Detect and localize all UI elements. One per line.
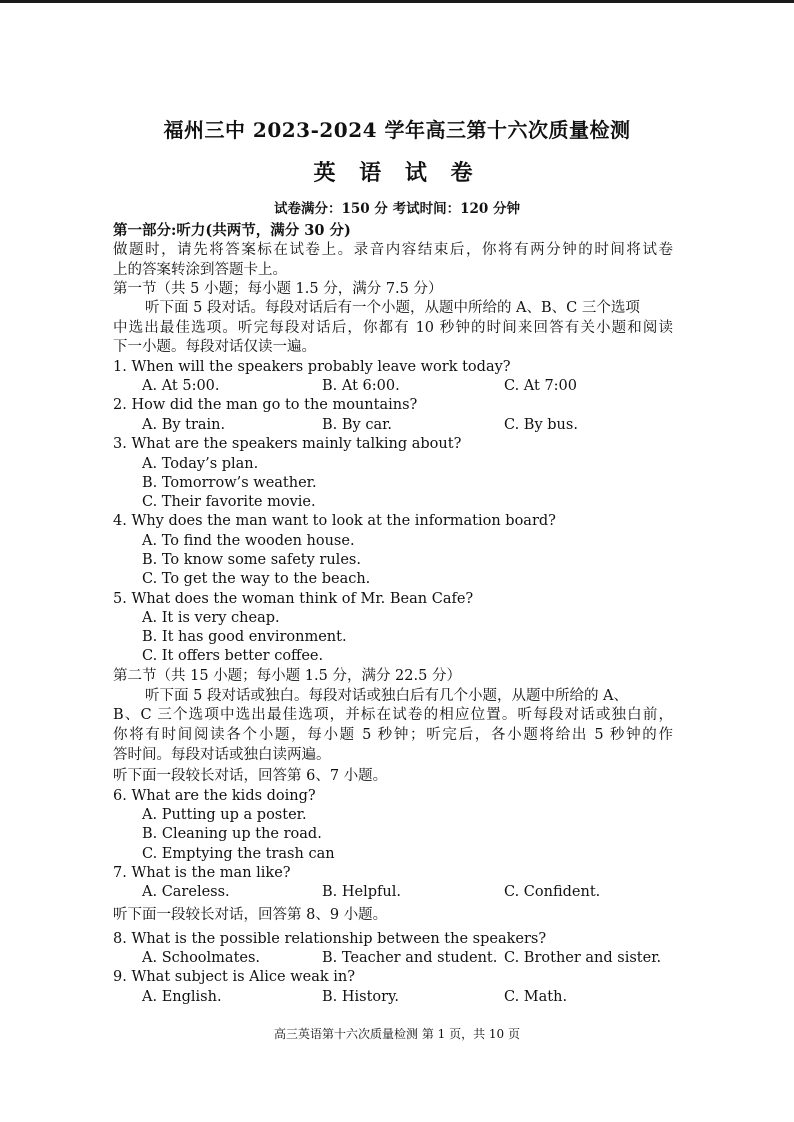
question-3-option-b: B. Tomorrow’s weather. [142, 475, 317, 491]
question-3-option-a: A. Today’s plan. [142, 456, 259, 472]
question-9-option-a: A. English. [142, 989, 222, 1005]
part1-heading: 第一部分:听力(共两节，满分 30 分) [113, 222, 351, 239]
section1-direction-line2: 中选出最佳选项。听完每段对话后，你都有 10 秒钟的时间来回答有关小题和阅读 [113, 320, 673, 336]
question-2-stem: 2. How did the man go to the mountains? [113, 397, 418, 413]
question-8-stem: 8. What is the possible relationship between the speakers? [113, 931, 547, 947]
question-7-stem: 7. What is the man like? [113, 865, 291, 881]
page-footer: 高三英语第十六次质量检测 第 1 页，共 10 页 [274, 1027, 520, 1041]
group-6-7-instruction: 听下面一段较长对话，回答第 6、7 小题。 [113, 768, 388, 784]
question-8-option-b: B. Teacher and student. [322, 950, 498, 966]
question-4-option-b: B. To know some safety rules. [142, 552, 361, 568]
section2-direction-line4: 答时间。每段对话或独白读两遍。 [113, 747, 331, 763]
question-6-option-c: C. Emptying the trash can [142, 846, 335, 862]
question-8-option-a: A. Schoolmates. [142, 950, 261, 966]
exam-subject: 英 语 试 卷 [313, 160, 481, 186]
question-9-option-b: B. History. [322, 989, 399, 1005]
question-1-option-c: C. At 7:00 [504, 378, 578, 394]
section1-heading: 第一节（共 5 小题；每小题 1.5 分，满分 7.5 分） [113, 281, 443, 297]
question-7-option-a: A. Careless. [142, 884, 230, 900]
question-6-option-a: A. Putting up a poster. [142, 807, 307, 823]
question-5-option-b: B. It has good environment. [142, 629, 347, 645]
question-2-option-c: C. By bus. [504, 417, 578, 433]
part1-instruction-line1: 做题时，请先将答案标在试卷上。录音内容结束后，你将有两分钟的时间将试卷 [113, 242, 673, 258]
question-2-option-a: A. By train. [142, 417, 226, 433]
group-8-9-instruction: 听下面一段较长对话，回答第 8、9 小题。 [113, 907, 388, 923]
exam-info: 试卷满分：150 分 考试时间：120 分钟 [274, 201, 520, 217]
part1-instruction-line2: 上的答案转涂到答题卡上。 [113, 262, 287, 278]
question-2-option-b: B. By car. [322, 417, 393, 433]
question-1-stem: 1. When will the speakers probably leave work today? [113, 359, 511, 375]
section2-direction-line1: 听下面 5 段对话或独白。每段对话或独白后有几个小题，从题中所给的 A、 [145, 688, 629, 704]
section1-direction-line3: 下一小题。每段对话仅读一遍。 [113, 339, 316, 355]
question-1-option-a: A. At 5:00. [142, 378, 220, 394]
question-7-option-b: B. Helpful. [322, 884, 401, 900]
question-6-option-b: B. Cleaning up the road. [142, 826, 322, 842]
question-4-option-a: A. To find the wooden house. [142, 533, 355, 549]
question-9-stem: 9. What subject is Alice weak in? [113, 969, 355, 985]
question-4-option-c: C. To get the way to the beach. [142, 571, 371, 587]
question-9-option-c: C. Math. [504, 989, 568, 1005]
question-7-option-c: C. Confident. [504, 884, 601, 900]
section2-direction-line2: B、C 三个选项中选出最佳选项，并标在试卷的相应位置。听每段对话或独白前， [113, 707, 673, 723]
question-4-stem: 4. Why does the man want to look at the information board? [113, 513, 556, 529]
question-8-option-c: C. Brother and sister. [504, 950, 662, 966]
question-5-option-c: C. It offers better coffee. [142, 648, 324, 664]
question-6-stem: 6. What are the kids doing? [113, 788, 316, 804]
section2-direction-line3: 你将有时间阅读各个小题，每小题 5 秒钟；听完后，各小题将给出 5 秒钟的作 [113, 727, 673, 743]
section1-direction-line1: 听下面 5 段对话。每段对话后有一个小题，从题中所给的 A、B、C 三个选项 [145, 300, 640, 316]
question-5-option-a: A. It is very cheap. [142, 610, 280, 626]
question-3-option-c: C. Their favorite movie. [142, 494, 316, 510]
section2-heading: 第二节（共 15 小题；每小题 1.5 分，满分 22.5 分） [113, 668, 461, 684]
exam-title: 福州三中 2023-2024 学年高三第十六次质量检测 [163, 118, 631, 142]
question-1-option-b: B. At 6:00. [322, 378, 400, 394]
question-5-stem: 5. What does the woman think of Mr. Bean Cafe? [113, 591, 474, 607]
question-3-stem: 3. What are the speakers mainly talking about? [113, 436, 462, 452]
